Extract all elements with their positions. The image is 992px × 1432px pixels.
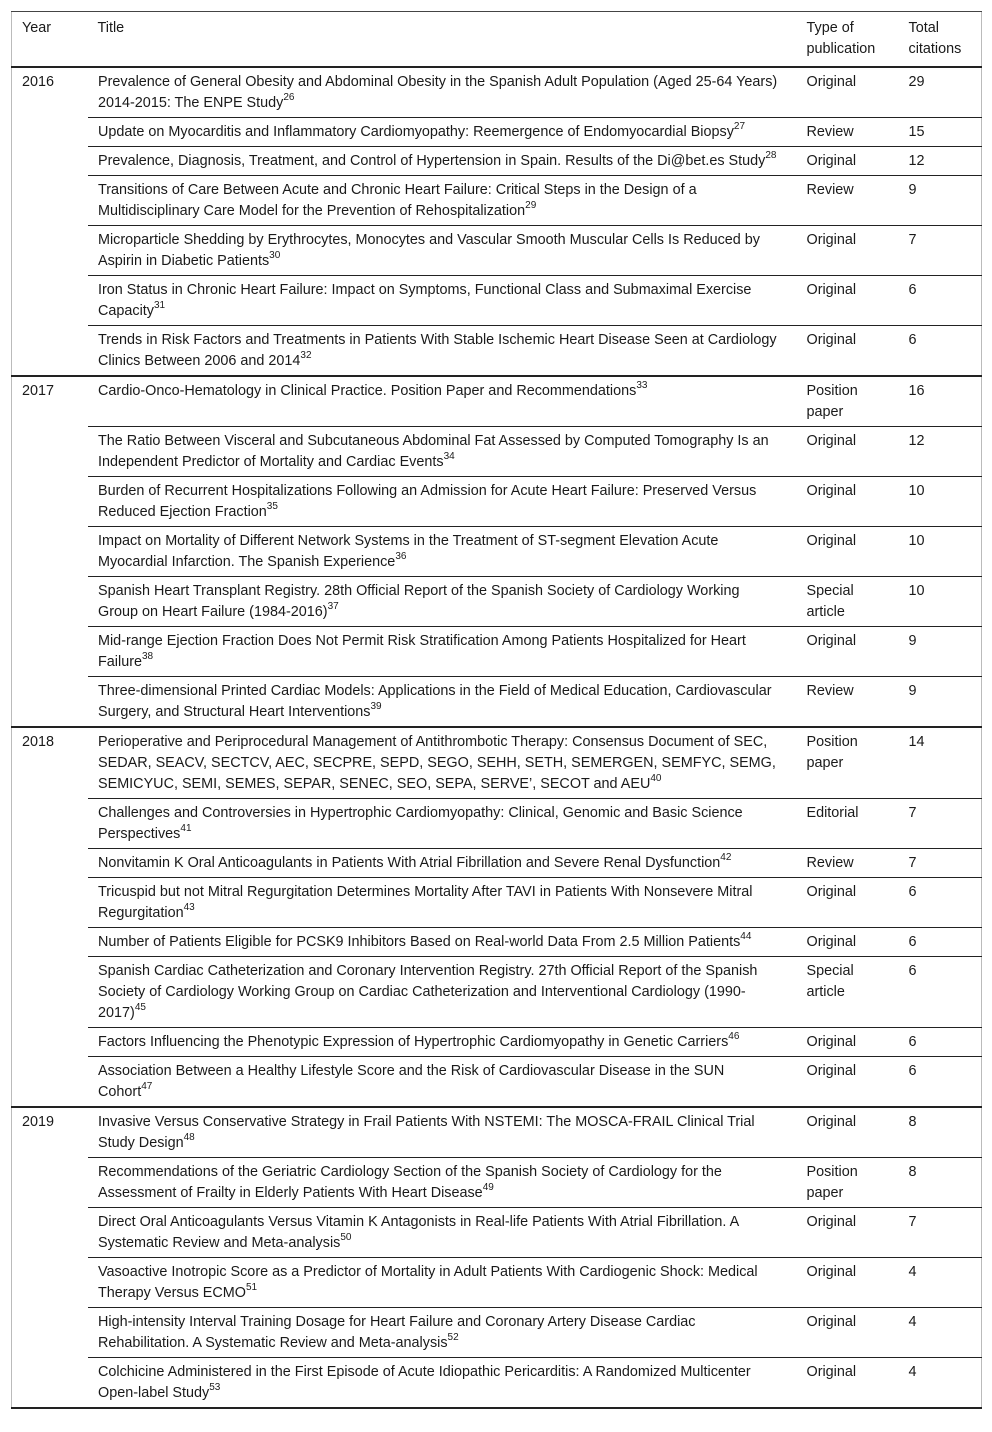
citations-cell: 9 bbox=[899, 627, 982, 677]
title-cell bbox=[88, 799, 797, 849]
reference-number: 44 bbox=[740, 931, 752, 943]
citations-cell: 16 bbox=[899, 376, 982, 427]
title-cell bbox=[88, 1057, 797, 1108]
year-cell: 2018 bbox=[12, 727, 88, 1107]
table-row bbox=[12, 878, 982, 928]
publication-type-cell: Original bbox=[797, 67, 899, 118]
publication-type-cell: Original bbox=[797, 1057, 899, 1108]
title-cell bbox=[88, 118, 797, 147]
publication-type-cell: Position paper bbox=[797, 727, 899, 799]
title-cell bbox=[88, 1358, 797, 1409]
reference-number: 41 bbox=[180, 823, 192, 835]
reference-number: 33 bbox=[636, 380, 648, 392]
citations-cell: 6 bbox=[899, 1057, 982, 1108]
reference-number: 38 bbox=[142, 651, 154, 663]
title-cell bbox=[88, 477, 797, 527]
title-cell bbox=[88, 1107, 797, 1158]
citations-cell: 10 bbox=[899, 527, 982, 577]
header-type: Type of publication bbox=[806, 20, 876, 57]
citations-cell: 4 bbox=[899, 1358, 982, 1409]
publication-type-cell: Original bbox=[797, 928, 899, 957]
title-text: Cardio-Onco-Hematology in Clinical Practice. Position Paper and Recommendations bbox=[98, 383, 637, 399]
title-text: Spanish Heart Transplant Registry. 28th Official Report of the Spanish Society of Cardiology Working Group on Heart Failure (1984-2016) bbox=[98, 583, 740, 620]
publication-type-cell: Special article bbox=[797, 577, 899, 627]
citations-cell: 7 bbox=[899, 226, 982, 276]
table-header-row bbox=[12, 12, 982, 68]
citations-cell: 6 bbox=[899, 878, 982, 928]
year-cell: 2017 bbox=[12, 376, 88, 727]
title-text: Direct Oral Anticoagulants Versus Vitamin K Antagonists in Real-life Patients With Atrial Fibrillation. A Systematic Review and Meta-analysis bbox=[98, 1214, 739, 1251]
publication-type-cell: Original bbox=[797, 627, 899, 677]
reference-number: 49 bbox=[482, 1182, 494, 1194]
table-row bbox=[12, 427, 982, 477]
reference-number: 52 bbox=[447, 1332, 459, 1344]
citations-cell: 6 bbox=[899, 1028, 982, 1057]
table-row bbox=[12, 849, 982, 878]
year-cell: 2019 bbox=[12, 1107, 88, 1408]
publications-table bbox=[11, 11, 982, 1409]
table-row bbox=[12, 727, 982, 799]
publication-type-cell: Review bbox=[797, 176, 899, 226]
citations-cell: 12 bbox=[899, 147, 982, 176]
title-text: Microparticle Shedding by Erythrocytes, Monocytes and Vascular Smooth Muscular Cells Is Reduced by Aspirin in Diabetic Patients bbox=[98, 232, 760, 269]
title-text: The Ratio Between Visceral and Subcutaneous Abdominal Fat Assessed by Computed Tomography Is an Independent Predictor of Mortality and Cardiac Events bbox=[98, 433, 769, 470]
citations-cell: 4 bbox=[899, 1308, 982, 1358]
reference-number: 43 bbox=[183, 902, 195, 914]
citations-cell: 7 bbox=[899, 849, 982, 878]
title-text: Mid-range Ejection Fraction Does Not Permit Risk Stratification Among Patients Hospitalized for Heart Failure bbox=[98, 633, 746, 670]
header-year: Year bbox=[22, 20, 52, 36]
reference-number: 31 bbox=[154, 300, 166, 312]
table-row bbox=[12, 1107, 982, 1158]
title-text: Challenges and Controversies in Hypertrophic Cardiomyopathy: Clinical, Genomic and Basic Science Perspectives bbox=[98, 805, 743, 842]
title-cell bbox=[88, 326, 797, 377]
title-cell bbox=[88, 226, 797, 276]
title-cell bbox=[88, 1258, 797, 1308]
publication-type-cell: Original bbox=[797, 878, 899, 928]
publication-type-cell: Original bbox=[797, 1028, 899, 1057]
publication-type-cell: Special article bbox=[797, 957, 899, 1028]
reference-number: 34 bbox=[443, 451, 455, 463]
citations-cell: 6 bbox=[899, 276, 982, 326]
citations-cell: 15 bbox=[899, 118, 982, 147]
publication-type-cell: Original bbox=[797, 477, 899, 527]
citations-cell: 12 bbox=[899, 427, 982, 477]
reference-number: 28 bbox=[765, 150, 777, 162]
publication-type-cell: Original bbox=[797, 226, 899, 276]
table-row bbox=[12, 147, 982, 176]
citations-cell: 6 bbox=[899, 928, 982, 957]
title-text: Iron Status in Chronic Heart Failure: Impact on Symptoms, Functional Class and Submaximal Exercise Capacity bbox=[98, 282, 752, 319]
reference-number: 53 bbox=[209, 1382, 221, 1394]
title-text: Colchicine Administered in the First Episode of Acute Idiopathic Pericarditis: A Randomized Multicenter Open-label Study bbox=[98, 1364, 751, 1401]
title-text: Factors Influencing the Phenotypic Expression of Hypertrophic Cardiomyopathy in Genetic Carriers bbox=[98, 1034, 729, 1050]
table-row bbox=[12, 376, 982, 427]
title-text: Prevalence, Diagnosis, Treatment, and Control of Hypertension in Spain. Results of the Di@bet.es Study bbox=[98, 153, 766, 169]
title-cell bbox=[88, 527, 797, 577]
title-text: Burden of Recurrent Hospitalizations Following an Admission for Acute Heart Failure: Preserved Versus Reduced Ejection Fraction bbox=[98, 483, 757, 520]
title-cell bbox=[88, 147, 797, 176]
reference-number: 45 bbox=[134, 1002, 146, 1014]
table-row bbox=[12, 118, 982, 147]
title-text: Invasive Versus Conservative Strategy in Frail Patients With NSTEMI: The MOSCA-FRAIL Clinical Trial Study Design bbox=[98, 1114, 755, 1151]
table-row bbox=[12, 577, 982, 627]
publication-type-cell: Review bbox=[797, 118, 899, 147]
reference-number: 29 bbox=[525, 200, 537, 212]
publication-type-cell: Position paper bbox=[797, 1158, 899, 1208]
table-row bbox=[12, 477, 982, 527]
header-citations: Total citations bbox=[908, 20, 962, 57]
reference-number: 26 bbox=[283, 92, 295, 104]
table-row bbox=[12, 226, 982, 276]
table-row bbox=[12, 957, 982, 1028]
title-cell bbox=[88, 957, 797, 1028]
table-row bbox=[12, 677, 982, 728]
title-cell bbox=[88, 849, 797, 878]
table-row bbox=[12, 1208, 982, 1258]
citations-cell: 10 bbox=[899, 577, 982, 627]
reference-number: 35 bbox=[266, 501, 278, 513]
title-cell bbox=[88, 1308, 797, 1358]
reference-number: 42 bbox=[720, 852, 732, 864]
citations-cell: 29 bbox=[899, 67, 982, 118]
citations-cell: 10 bbox=[899, 477, 982, 527]
table-row bbox=[12, 1258, 982, 1308]
table-row bbox=[12, 1358, 982, 1409]
title-cell bbox=[88, 928, 797, 957]
table-row bbox=[12, 928, 982, 957]
title-text: Impact on Mortality of Different Network Systems in the Treatment of ST-segment Elevation Acute Myocardial Infarction. The Spanish Experience bbox=[98, 533, 719, 570]
header-title: Title bbox=[97, 20, 125, 36]
citations-cell: 7 bbox=[899, 799, 982, 849]
table-row bbox=[12, 276, 982, 326]
title-cell bbox=[88, 376, 797, 427]
title-cell bbox=[88, 677, 797, 728]
title-text: Vasoactive Inotropic Score as a Predictor of Mortality in Adult Patients With Cardiogenic Shock: Medical Therapy Versus ECMO bbox=[98, 1264, 758, 1301]
title-text: Update on Myocarditis and Inflammatory Cardiomyopathy: Reemergence of Endomyocardial Biopsy bbox=[98, 124, 734, 140]
publication-type-cell: Original bbox=[797, 147, 899, 176]
publication-type-cell: Original bbox=[797, 1308, 899, 1358]
title-cell bbox=[88, 67, 797, 118]
title-cell bbox=[88, 1158, 797, 1208]
title-cell bbox=[88, 1028, 797, 1057]
title-text: Trends in Risk Factors and Treatments in Patients With Stable Ischemic Heart Disease Seen at Cardiology Clinics Between 2006 and 2014 bbox=[98, 332, 777, 369]
publication-type-cell: Original bbox=[797, 427, 899, 477]
title-cell bbox=[88, 727, 797, 799]
title-cell bbox=[88, 1208, 797, 1258]
table-row bbox=[12, 176, 982, 226]
title-text: Nonvitamin K Oral Anticoagulants in Patients With Atrial Fibrillation and Severe Renal Dysfunction bbox=[98, 855, 721, 871]
publication-type-cell: Original bbox=[797, 1358, 899, 1409]
citations-cell: 14 bbox=[899, 727, 982, 799]
reference-number: 40 bbox=[650, 773, 662, 785]
citations-cell: 7 bbox=[899, 1208, 982, 1258]
citations-cell: 6 bbox=[899, 957, 982, 1028]
table-row bbox=[12, 326, 982, 377]
publication-type-cell: Editorial bbox=[797, 799, 899, 849]
table-row bbox=[12, 1308, 982, 1358]
title-text: Number of Patients Eligible for PCSK9 Inhibitors Based on Real-world Data From 2.5 Million Patients bbox=[98, 934, 741, 950]
title-text: Perioperative and Periprocedural Management of Antithrombotic Therapy: Consensus Document of SEC, SEDAR, SEACV, SECTCV, AEC, SECPRE, SEPD, SEGO, SEHH, SETH, SEMERGEN, SEMFYC, SEMG, SEMICYUC, SEMI, SEMES, SEPAR, SENEC, SEO, SEPA, SERVE’, SECOT and AEU bbox=[98, 734, 776, 792]
citations-cell: 4 bbox=[899, 1258, 982, 1308]
title-cell bbox=[88, 878, 797, 928]
title-text: Three-dimensional Printed Cardiac Models: Applications in the Field of Medical Education, Cardiovascular Surgery, and Structural Heart Interventions bbox=[98, 683, 772, 720]
title-text: Recommendations of the Geriatric Cardiology Section of the Spanish Society of Cardiology for the Assessment of Frailty in Elderly Patients With Heart Disease bbox=[98, 1164, 722, 1201]
publication-type-cell: Original bbox=[797, 276, 899, 326]
reference-number: 30 bbox=[269, 250, 281, 262]
title-cell bbox=[88, 427, 797, 477]
publication-type-cell: Original bbox=[797, 1258, 899, 1308]
title-cell bbox=[88, 176, 797, 226]
publication-type-cell: Original bbox=[797, 1107, 899, 1158]
table-row bbox=[12, 1057, 982, 1108]
title-cell bbox=[88, 627, 797, 677]
title-text: Tricuspid but not Mitral Regurgitation Determines Mortality After TAVI in Patients With Nonsevere Mitral Regurgitation bbox=[98, 884, 753, 921]
reference-number: 47 bbox=[141, 1081, 153, 1093]
title-text: Association Between a Healthy Lifestyle Score and the Risk of Cardiovascular Disease in the SUN Cohort bbox=[98, 1063, 725, 1100]
publication-type-cell: Original bbox=[797, 326, 899, 377]
reference-number: 39 bbox=[370, 701, 382, 713]
citations-cell: 8 bbox=[899, 1158, 982, 1208]
reference-number: 48 bbox=[183, 1132, 195, 1144]
publication-type-cell: Review bbox=[797, 677, 899, 728]
table-row bbox=[12, 67, 982, 118]
reference-number: 51 bbox=[245, 1282, 258, 1294]
table-body bbox=[12, 67, 982, 1408]
title-text: Prevalence of General Obesity and Abdominal Obesity in the Spanish Adult Population (Aged 25-64 Years) 2014-2015: The ENPE Study bbox=[98, 74, 778, 111]
citations-cell: 8 bbox=[899, 1107, 982, 1158]
publication-type-cell: Position paper bbox=[797, 376, 899, 427]
table-row bbox=[12, 1158, 982, 1208]
publication-type-cell: Original bbox=[797, 1208, 899, 1258]
citations-cell: 6 bbox=[899, 326, 982, 377]
title-cell bbox=[88, 577, 797, 627]
publications-table-container bbox=[11, 11, 981, 1409]
reference-number: 50 bbox=[340, 1232, 352, 1244]
citations-cell: 9 bbox=[899, 176, 982, 226]
table-row bbox=[12, 527, 982, 577]
year-cell: 2016 bbox=[12, 67, 88, 376]
reference-number: 37 bbox=[327, 601, 339, 613]
citations-cell: 9 bbox=[899, 677, 982, 728]
title-text: Spanish Cardiac Catheterization and Coronary Intervention Registry. 27th Official Report of the Spanish Society of Cardiology Working Group on Cardiac Catheterization and Interventional Cardiology (1990-2017) bbox=[98, 963, 758, 1021]
reference-number: 27 bbox=[733, 121, 746, 133]
table-row bbox=[12, 1028, 982, 1057]
reference-number: 36 bbox=[395, 551, 407, 563]
publication-type-cell: Review bbox=[797, 849, 899, 878]
table-row bbox=[12, 627, 982, 677]
reference-number: 46 bbox=[728, 1031, 740, 1043]
reference-number: 32 bbox=[300, 350, 312, 362]
title-text: High-intensity Interval Training Dosage for Heart Failure and Coronary Artery Disease Cardiac Rehabilitation. A Systematic Review and Meta-analysis bbox=[98, 1314, 696, 1351]
publication-type-cell: Original bbox=[797, 527, 899, 577]
title-text: Transitions of Care Between Acute and Chronic Heart Failure: Critical Steps in the Design of a Multidisciplinary Care Model for the Prevention of Rehospitalization bbox=[98, 182, 697, 219]
table-row bbox=[12, 799, 982, 849]
title-cell bbox=[88, 276, 797, 326]
